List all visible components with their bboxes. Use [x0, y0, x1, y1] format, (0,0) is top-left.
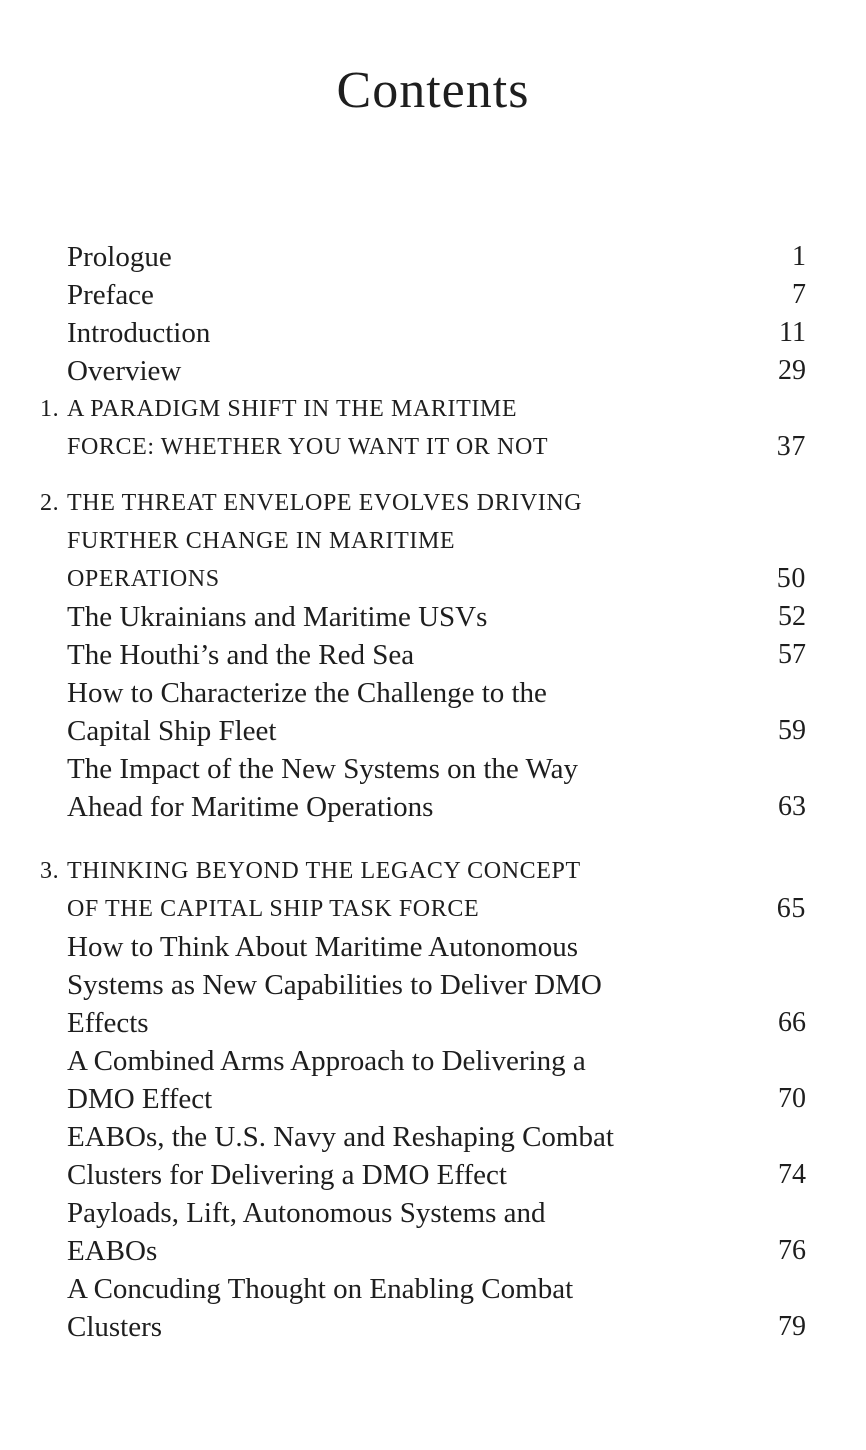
- toc-entry-title: Introduction: [67, 317, 211, 349]
- toc-entry-title-line: Effects: [67, 1007, 149, 1039]
- toc-entry-title-line: THINKING BEYOND THE LEGACY CONCEPT: [67, 858, 581, 884]
- toc-page-number: 74: [778, 1159, 806, 1190]
- toc-entry-title-line: How to Characterize the Challenge to the: [67, 677, 547, 709]
- toc-entry[interactable]: [0, 1042, 866, 1118]
- chapter-number: 2.: [40, 490, 60, 516]
- toc-page-number: 57: [778, 639, 806, 670]
- toc-entry[interactable]: [0, 1194, 866, 1270]
- toc-entry-title-line: FURTHER CHANGE IN MARITIME: [67, 528, 456, 554]
- chapter-number: 3.: [40, 858, 60, 884]
- toc-entry[interactable]: [0, 674, 866, 750]
- toc-entry-title-line: A PARADIGM SHIFT IN THE MARITIME: [67, 396, 518, 422]
- toc-entry-title-line: OPERATIONS: [67, 566, 220, 592]
- toc-entry[interactable]: [0, 598, 866, 636]
- toc-entry-title: Overview: [67, 355, 182, 387]
- toc-entry-title: The Houthi’s and the Red Sea: [67, 639, 415, 671]
- toc-entry-title-line: DMO Effect: [67, 1083, 213, 1115]
- toc-entry-prologue[interactable]: [0, 238, 866, 276]
- toc-entry-title-line: Systems as New Capabilities to Deliver DMO: [67, 969, 602, 1001]
- toc-page-number: 7: [792, 279, 806, 310]
- toc-entry-title-line: Capital Ship Fleet: [67, 715, 277, 747]
- toc-page-number: 63: [778, 791, 806, 822]
- toc-entry[interactable]: [0, 750, 866, 826]
- table-of-contents: [0, 238, 866, 1346]
- toc-page-number: 66: [778, 1007, 806, 1038]
- toc-entry-title-line: Payloads, Lift, Autonomous Systems and: [67, 1197, 546, 1229]
- toc-entry-title: Prologue: [67, 241, 172, 273]
- toc-entry-title-line: The Impact of the New Systems on the Way: [67, 753, 578, 785]
- toc-entry-title-line: THE THREAT ENVELOPE EVOLVES DRIVING: [67, 490, 583, 516]
- toc-page-number: 70: [778, 1083, 806, 1114]
- toc-entry-title: The Ukrainians and Maritime USVs: [67, 601, 488, 633]
- toc-page-number: 52: [778, 601, 806, 632]
- chapter-number: 1.: [40, 396, 60, 422]
- toc-entry-title-line: Ahead for Maritime Operations: [67, 791, 434, 823]
- toc-page-number: 50: [776, 563, 806, 594]
- toc-entry[interactable]: [0, 1270, 866, 1346]
- toc-entry-title-line: A Combined Arms Approach to Delivering a: [67, 1045, 586, 1077]
- toc-page-number: 76: [778, 1235, 806, 1266]
- toc-entry[interactable]: [0, 636, 866, 674]
- toc-entry-title-line: EABOs, the U.S. Navy and Reshaping Combat: [67, 1121, 614, 1153]
- toc-page-number: 1: [792, 241, 806, 272]
- toc-page-number: 65: [776, 893, 806, 924]
- toc-entry-title-line: EABOs: [67, 1235, 158, 1267]
- toc-page-number: 37: [776, 431, 806, 462]
- page-title: Contents: [336, 61, 530, 119]
- toc-entry-title-line: Clusters: [67, 1311, 163, 1343]
- toc-entry[interactable]: [0, 928, 866, 1042]
- toc-page-number: 59: [778, 715, 806, 746]
- toc-entry-title-line: A Concuding Thought on Enabling Combat: [67, 1273, 574, 1305]
- toc-entry-title-line: Clusters for Delivering a DMO Effect: [67, 1159, 507, 1191]
- toc-chapter-2[interactable]: [0, 484, 866, 598]
- toc-entry[interactable]: [0, 1118, 866, 1194]
- toc-entry-title: Preface: [67, 279, 154, 311]
- toc-entry-introduction[interactable]: [0, 314, 866, 352]
- toc-entry-preface[interactable]: [0, 276, 866, 314]
- toc-page-number: 11: [779, 317, 806, 348]
- toc-chapter-3[interactable]: [0, 852, 866, 928]
- toc-entry-overview[interactable]: [0, 352, 866, 390]
- toc-entry-title-line: OF THE CAPITAL SHIP TASK FORCE: [67, 896, 480, 922]
- toc-entry-title-line: FORCE: WHETHER YOU WANT IT OR NOT: [67, 434, 549, 460]
- toc-page-number: 79: [778, 1311, 806, 1342]
- toc-chapter-1[interactable]: [0, 390, 866, 466]
- toc-page-number: 29: [778, 355, 806, 386]
- toc-entry-title-line: How to Think About Maritime Autonomous: [67, 931, 578, 963]
